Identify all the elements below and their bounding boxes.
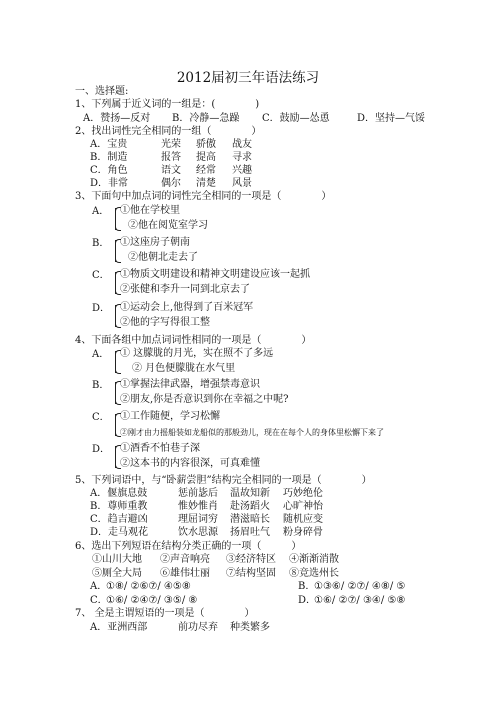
q5-row-c-1: C．趋吉避凶 (90, 514, 148, 525)
q6-option-c-text: ①⑥/ ②④⑦/ ③⑤/ ⑧ (106, 595, 198, 606)
q3-a-sentence-1: ①他在学校里 (120, 205, 180, 216)
q3-stem: 3、下面句中加点词的词性完全相同的一项是（ ） (75, 191, 332, 202)
q6-option-a-text: ①⑧/ ②⑥⑦/ ④⑤⑧ (106, 581, 191, 592)
q1-option-d: D．坚持—气馁 (357, 113, 426, 124)
q6-option-d-text: ①⑥/ ②⑦/ ③④/ ⑤⑧ (314, 595, 406, 606)
q2-row-d-3: 清楚 (196, 178, 216, 189)
q2-stem: 2、找出词性完全相同的一组（ ） (75, 126, 262, 137)
q7-row-3: 种类繁多 (230, 622, 270, 633)
q5-row-c-2: 理屈词穷 (178, 514, 218, 525)
q5-row-b-3: 赴汤蹈火 (230, 501, 270, 512)
q6-item-2: ②声音响亮 (160, 554, 210, 565)
q6-item-3: ③经济特区 (226, 554, 276, 565)
q3-c-sentence-2: ②张健和李升一同到北京去了 (120, 284, 250, 295)
q2-row-a-3: 骄傲 (196, 139, 216, 150)
q3-b-sentence-2: ②他朝北走去了 (128, 252, 198, 263)
q2-row-d-4: 风景 (232, 178, 252, 189)
q6-option-a-label: A． (90, 581, 108, 592)
q4-b-label: B． (92, 380, 110, 391)
q3-c-label: C． (92, 270, 110, 281)
q2-row-b-4: 寻求 (232, 152, 252, 163)
q6-item-8: ⑧竞选州长 (289, 568, 339, 579)
q4-stem: 4、下面各组中加点词词性相同的一项是（ ） (75, 335, 312, 346)
page-title: 2012届初三年语法练习 (176, 70, 320, 86)
q5-row-a-4: 巧妙绝伦 (283, 488, 323, 499)
q7-row-2: 前功尽弃 (178, 622, 218, 633)
q2-row-c-3: 经常 (196, 165, 216, 176)
q6-option-c-label: C． (90, 595, 108, 606)
q2-row-b-2: 报答 (161, 152, 181, 163)
q4-c-sentence-2: ②刚才由力摇船装如龙船似的那般劲儿，现在在每个人的身体里松懈下来了 (120, 428, 384, 437)
q6-item-5: ⑤厕全大局 (92, 568, 142, 579)
q6-option-b-label: B． (298, 581, 316, 592)
q7-row-1: A．亚洲西部 (90, 622, 148, 633)
q7-stem: 7、 全是主谓短语的一项是（ ） (75, 608, 255, 619)
q1-option-b: B．冷静—急躁 (172, 113, 240, 124)
q3-d-label: D． (92, 303, 111, 314)
q4-b-sentence-2: ②朋友,你是否意识到你在幸福之中呢? (120, 394, 289, 405)
q2-row-a-2: 光荣 (161, 139, 181, 150)
q5-row-d-1: D．走马观花 (90, 527, 149, 538)
q5-row-c-4: 随机应变 (283, 514, 323, 525)
q5-row-d-2: 饮水思源 (178, 527, 218, 538)
q2-row-a-4: 战友 (232, 139, 252, 150)
q3-a-sentence-2: ②他在阅览室学习 (128, 220, 208, 231)
q2-row-a-1: A．宝贵 (90, 139, 128, 150)
q4-d-sentence-2: ②这本书的内容很深，可真难懂 (120, 458, 260, 469)
q4-b-sentence-1: ①掌握法律武器，增强禁毒意识 (120, 379, 260, 390)
q4-a-sentence-2: ② 月色便朦胧在水气里 (132, 363, 236, 374)
q3-d-sentence-1: ①运动会上,他得到了百米冠军 (120, 302, 254, 313)
q5-row-b-2: 惟妙惟肖 (178, 501, 218, 512)
q5-row-a-3: 温故知新 (230, 488, 270, 499)
q1-stem: 1、下列属于近义词的一组是：( ) (75, 99, 260, 110)
q3-d-sentence-2: ②他的字写得很工整 (120, 317, 210, 328)
q3-b-sentence-1: ①这座房子朝南 (120, 237, 190, 248)
q6-option-b-text: ①③⑥/ ②⑦/ ④⑧/ ⑤ (314, 581, 406, 592)
q5-row-a-1: A．偃旗息鼓 (90, 488, 148, 499)
q6-item-6: ⑥雄伟壮丽 (160, 568, 210, 579)
q5-stem: 5、下列词语中，与“卧薪尝胆”结构完全相同的一项是（ ） (75, 475, 372, 486)
q5-row-a-2: 惩前毖后 (178, 488, 218, 499)
q4-a-label: A． (92, 349, 110, 360)
q5-row-c-3: 潜滋暗长 (230, 514, 270, 525)
q2-row-d-1: D．非常 (90, 178, 129, 189)
section-heading: 一、选择题: (75, 86, 129, 97)
q2-row-b-1: B．制造 (90, 152, 128, 163)
q6-item-7: ⑦结构坚固 (226, 568, 276, 579)
q4-c-label: C． (92, 412, 110, 423)
q4-c-sentence-1: ①工作随便，学习松懈 (120, 411, 220, 422)
q2-row-c-1: C．角色 (90, 165, 128, 176)
q4-d-label: D． (92, 444, 111, 455)
q5-row-d-4: 粉身碎骨 (283, 527, 323, 538)
q6-item-4: ④渐渐消散 (289, 554, 339, 565)
q2-row-d-2: 偶尔 (161, 178, 181, 189)
q6-stem: 6、选出下列短语在结构分类正确的一项（ ） (75, 541, 302, 552)
q2-row-c-4: 兴趣 (232, 165, 252, 176)
q4-d-sentence-1: ①酒香不怕巷子深 (120, 443, 200, 454)
q2-row-c-2: 语文 (161, 165, 181, 176)
q2-row-b-3: 提高 (196, 152, 216, 163)
q5-row-d-3: 扬眉吐气 (230, 527, 270, 538)
q5-row-b-4: 心旷神怡 (283, 501, 323, 512)
q3-a-label: A． (92, 206, 110, 217)
q5-row-b-1: B．尊师重教 (90, 501, 148, 512)
q1-option-c: C．鼓励—怂恿 (262, 113, 330, 124)
q3-b-label: B． (92, 238, 110, 249)
q1-option-a: A．赞扬—反对 (83, 113, 151, 124)
q6-item-1: ①山川大地 (92, 554, 142, 565)
q4-a-sentence-1: ① 这朦胧的月光，实在照不了多远 (120, 348, 274, 359)
q6-option-d-label: D． (298, 595, 317, 606)
q3-c-sentence-1: ①物质文明建设和精神文明建设应该一起抓 (120, 269, 310, 280)
